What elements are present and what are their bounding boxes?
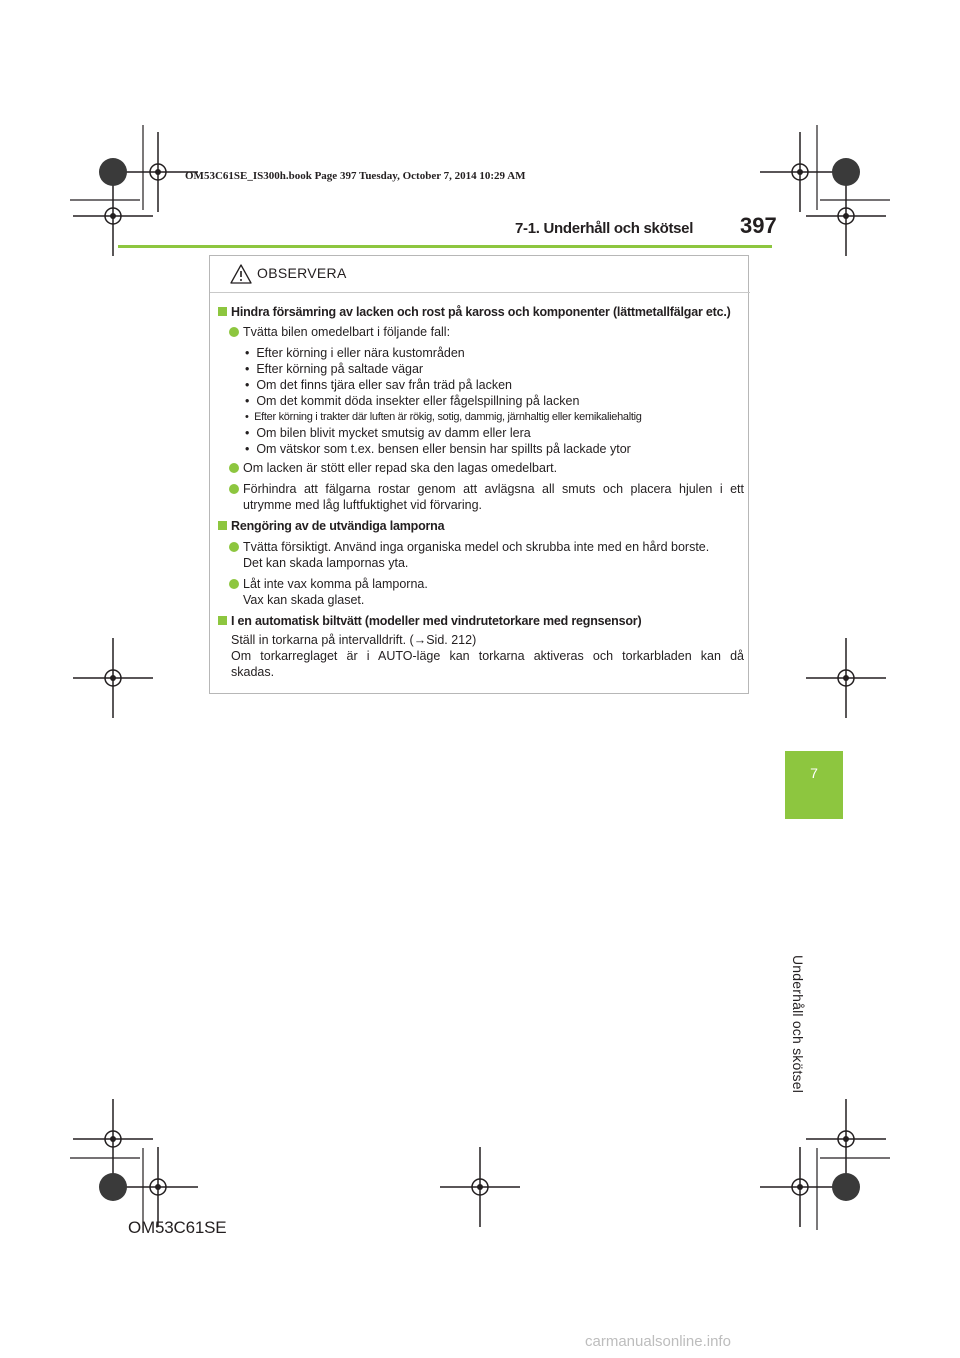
chapter-label: Underhåll och skötsel bbox=[790, 955, 806, 1094]
sub-list-item: • Om det kommit döda insekter eller fågelspillning på lacken bbox=[245, 394, 580, 408]
sub-list-item: • Efter körning i trakter där luften är rökig, sotig, dammig, järnhaltig eller kemikaliehaltig bbox=[245, 411, 642, 423]
square-bullet-icon bbox=[218, 307, 227, 316]
document-code: OM53C61SE bbox=[128, 1218, 227, 1237]
dot-bullet-icon bbox=[229, 579, 239, 589]
header-rule bbox=[118, 245, 772, 248]
caution-label: OBSERVERA bbox=[257, 265, 347, 281]
list-item: Om lacken är stött eller repad ska den lagas omedelbart. bbox=[229, 460, 557, 476]
list-item: Tvätta bilen omedelbart i följande fall: bbox=[229, 324, 450, 340]
section-heading: I en automatisk biltvätt (modeller med vindrutetorkare med regnsensor) bbox=[218, 613, 641, 629]
sub-list-item: • Efter körning i eller nära kustområden bbox=[245, 346, 465, 360]
square-bullet-icon bbox=[218, 616, 227, 625]
square-bullet-icon bbox=[218, 521, 227, 530]
list-item: Tvätta försiktigt. Använd inga organiska medel och skrubba inte med en hård borste. Det kan skada lampornas yta. bbox=[229, 539, 709, 571]
warning-triangle-icon bbox=[229, 263, 253, 285]
dot-bullet-icon bbox=[229, 542, 239, 552]
paragraph: Ställ in torkarna på intervalldrift. (→Sid. 212) Om torkarreglaget är i AUTO-läge kan torkarna aktiveras och torkarbladen kan då skadas. bbox=[231, 633, 744, 679]
sub-list-item: • Om vätskor som t.ex. bensen eller bensin har spillts på lackade ytor bbox=[245, 442, 631, 456]
dot-bullet-icon bbox=[229, 484, 239, 494]
section-title: 7-1. Underhåll och skötsel bbox=[515, 220, 694, 237]
caution-header bbox=[210, 256, 750, 293]
section-heading: Rengöring av de utvändiga lamporna bbox=[218, 518, 444, 534]
book-info: OM53C61SE_IS300h.book Page 397 Tuesday, October 7, 2014 10:29 AM bbox=[185, 170, 526, 182]
sub-list-item: • Om bilen blivit mycket smutsig av damm eller lera bbox=[245, 426, 531, 440]
page-number: 397 bbox=[740, 213, 777, 238]
list-item: Förhindra att fälgarna rostar genom att avlägsna all smuts och placera hjulen i ett utrymme med låg luftfuktighet vid förvaring. bbox=[229, 481, 744, 513]
dot-bullet-icon bbox=[229, 463, 239, 473]
chapter-number: 7 bbox=[810, 765, 818, 781]
sub-list-item: • Efter körning på saltade vägar bbox=[245, 362, 424, 376]
watermark-url: carmanualsonline.info bbox=[585, 1333, 731, 1350]
arrow-icon: → bbox=[413, 633, 427, 647]
section-heading: Hindra försämring av lacken och rost på kaross och komponenter (lättmetallfälgar etc.) bbox=[218, 304, 731, 320]
caution-box bbox=[209, 255, 749, 694]
dot-bullet-icon bbox=[229, 327, 239, 337]
sub-list-item: • Om det finns tjära eller sav från träd på lacken bbox=[245, 378, 513, 392]
chapter-tab bbox=[785, 751, 843, 819]
list-item: Låt inte vax komma på lamporna. Vax kan skada glaset. bbox=[229, 576, 428, 608]
